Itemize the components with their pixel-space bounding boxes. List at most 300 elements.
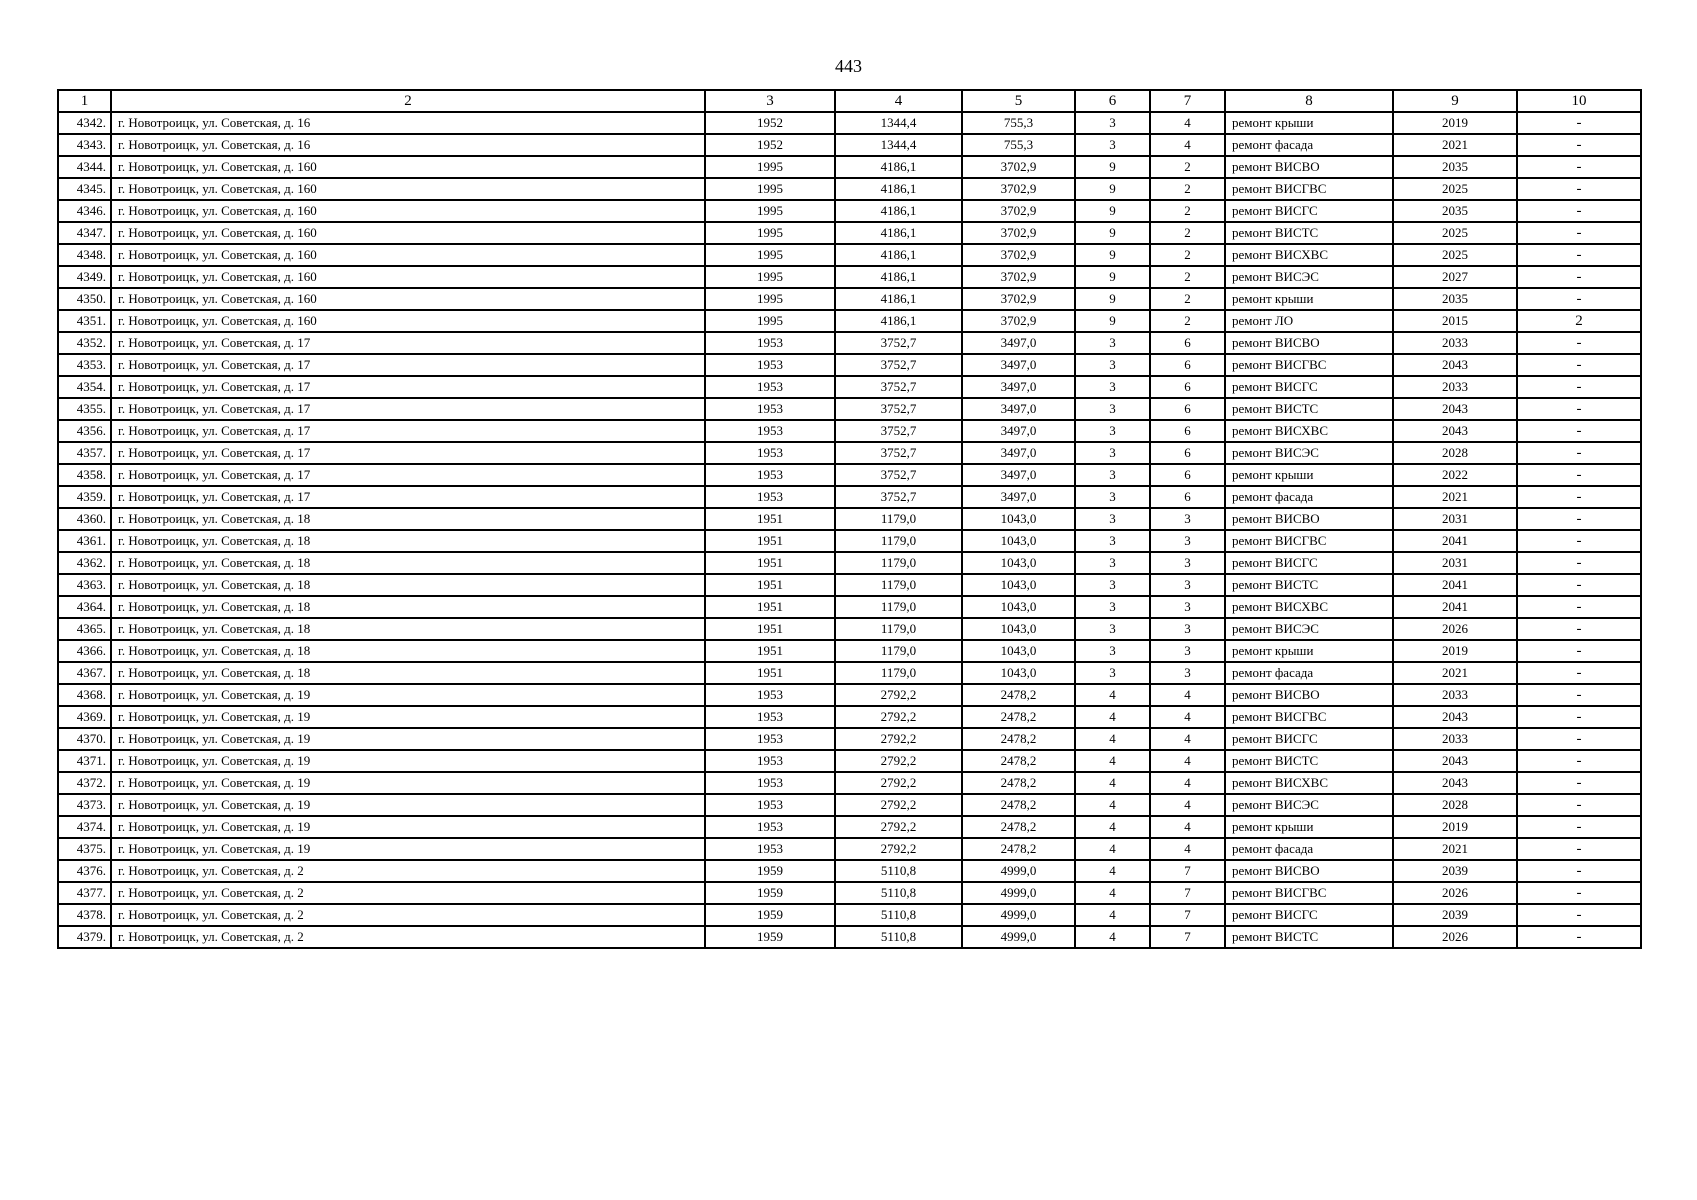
cell-entrances: 3 xyxy=(1150,640,1225,662)
cell-planned-year: 2043 xyxy=(1393,354,1517,376)
cell-entrances: 4 xyxy=(1150,816,1225,838)
cell-value: - xyxy=(1517,882,1641,904)
cell-entrances: 3 xyxy=(1150,574,1225,596)
cell-row-number: 4365. xyxy=(58,618,111,640)
cell-value: - xyxy=(1517,794,1641,816)
cell-value: - xyxy=(1517,684,1641,706)
cell-planned-year: 2041 xyxy=(1393,596,1517,618)
table-row xyxy=(58,684,1641,706)
cell-entrances: 6 xyxy=(1150,398,1225,420)
cell-work-type: ремонт крыши xyxy=(1225,640,1393,662)
cell-living-area: 755,3 xyxy=(962,112,1075,134)
cell-row-number: 4353. xyxy=(58,354,111,376)
cell-year-built: 1953 xyxy=(705,332,835,354)
cell-planned-year: 2026 xyxy=(1393,882,1517,904)
cell-floors: 3 xyxy=(1075,464,1150,486)
cell-work-type: ремонт ВИСВО xyxy=(1225,332,1393,354)
cell-year-built: 1951 xyxy=(705,640,835,662)
cell-year-built: 1995 xyxy=(705,156,835,178)
cell-entrances: 3 xyxy=(1150,596,1225,618)
cell-entrances: 2 xyxy=(1150,178,1225,200)
table-row xyxy=(58,662,1641,684)
cell-total-area: 3752,7 xyxy=(835,464,962,486)
cell-total-area: 2792,2 xyxy=(835,706,962,728)
table-row xyxy=(58,882,1641,904)
cell-living-area: 3702,9 xyxy=(962,222,1075,244)
cell-year-built: 1952 xyxy=(705,134,835,156)
cell-living-area: 3497,0 xyxy=(962,442,1075,464)
cell-value: - xyxy=(1517,420,1641,442)
cell-year-built: 1953 xyxy=(705,838,835,860)
cell-year-built: 1995 xyxy=(705,222,835,244)
cell-year-built: 1951 xyxy=(705,508,835,530)
cell-year-built: 1959 xyxy=(705,882,835,904)
cell-address: г. Новотроицк, ул. Советская, д. 18 xyxy=(111,574,705,596)
cell-row-number: 4354. xyxy=(58,376,111,398)
column-header: 3 xyxy=(705,90,835,112)
cell-value: - xyxy=(1517,398,1641,420)
cell-planned-year: 2021 xyxy=(1393,486,1517,508)
cell-living-area: 1043,0 xyxy=(962,640,1075,662)
cell-planned-year: 2043 xyxy=(1393,706,1517,728)
cell-work-type: ремонт фасада xyxy=(1225,486,1393,508)
cell-work-type: ремонт ВИСГС xyxy=(1225,200,1393,222)
table-row xyxy=(58,926,1641,948)
cell-planned-year: 2019 xyxy=(1393,640,1517,662)
cell-entrances: 6 xyxy=(1150,420,1225,442)
table-row xyxy=(58,288,1641,310)
cell-living-area: 3702,9 xyxy=(962,288,1075,310)
cell-address: г. Новотроицк, ул. Советская, д. 18 xyxy=(111,530,705,552)
cell-work-type: ремонт фасада xyxy=(1225,838,1393,860)
cell-entrances: 4 xyxy=(1150,112,1225,134)
cell-work-type: ремонт ВИСТС xyxy=(1225,574,1393,596)
cell-address: г. Новотроицк, ул. Советская, д. 19 xyxy=(111,706,705,728)
table-row xyxy=(58,112,1641,134)
cell-address: г. Новотроицк, ул. Советская, д. 19 xyxy=(111,838,705,860)
cell-value: - xyxy=(1517,662,1641,684)
cell-year-built: 1953 xyxy=(705,728,835,750)
column-header: 4 xyxy=(835,90,962,112)
cell-total-area: 3752,7 xyxy=(835,354,962,376)
cell-work-type: ремонт ВИСГВС xyxy=(1225,178,1393,200)
cell-row-number: 4369. xyxy=(58,706,111,728)
cell-entrances: 3 xyxy=(1150,552,1225,574)
cell-value: - xyxy=(1517,860,1641,882)
cell-planned-year: 2039 xyxy=(1393,904,1517,926)
table-row xyxy=(58,838,1641,860)
cell-total-area: 1344,4 xyxy=(835,134,962,156)
cell-planned-year: 2043 xyxy=(1393,398,1517,420)
cell-value: - xyxy=(1517,706,1641,728)
table-row xyxy=(58,794,1641,816)
cell-entrances: 3 xyxy=(1150,618,1225,640)
cell-living-area: 3497,0 xyxy=(962,332,1075,354)
cell-value: - xyxy=(1517,904,1641,926)
cell-year-built: 1995 xyxy=(705,288,835,310)
cell-address: г. Новотроицк, ул. Советская, д. 2 xyxy=(111,904,705,926)
cell-row-number: 4367. xyxy=(58,662,111,684)
cell-year-built: 1951 xyxy=(705,574,835,596)
cell-living-area: 3497,0 xyxy=(962,464,1075,486)
cell-total-area: 3752,7 xyxy=(835,332,962,354)
cell-value: - xyxy=(1517,178,1641,200)
cell-row-number: 4362. xyxy=(58,552,111,574)
cell-living-area: 1043,0 xyxy=(962,618,1075,640)
cell-entrances: 7 xyxy=(1150,904,1225,926)
cell-planned-year: 2043 xyxy=(1393,750,1517,772)
cell-planned-year: 2035 xyxy=(1393,156,1517,178)
cell-address: г. Новотроицк, ул. Советская, д. 18 xyxy=(111,596,705,618)
cell-total-area: 5110,8 xyxy=(835,926,962,948)
cell-living-area: 755,3 xyxy=(962,134,1075,156)
cell-planned-year: 2033 xyxy=(1393,376,1517,398)
cell-total-area: 2792,2 xyxy=(835,772,962,794)
cell-row-number: 4370. xyxy=(58,728,111,750)
cell-entrances: 6 xyxy=(1150,486,1225,508)
table-row xyxy=(58,332,1641,354)
cell-year-built: 1953 xyxy=(705,684,835,706)
cell-planned-year: 2021 xyxy=(1393,134,1517,156)
cell-living-area: 3497,0 xyxy=(962,486,1075,508)
cell-value: - xyxy=(1517,354,1641,376)
cell-year-built: 1953 xyxy=(705,442,835,464)
cell-value: - xyxy=(1517,816,1641,838)
cell-total-area: 4186,1 xyxy=(835,244,962,266)
cell-total-area: 2792,2 xyxy=(835,750,962,772)
cell-planned-year: 2031 xyxy=(1393,508,1517,530)
cell-floors: 3 xyxy=(1075,420,1150,442)
cell-entrances: 6 xyxy=(1150,442,1225,464)
cell-planned-year: 2015 xyxy=(1393,310,1517,332)
cell-address: г. Новотроицк, ул. Советская, д. 2 xyxy=(111,882,705,904)
cell-row-number: 4342. xyxy=(58,112,111,134)
cell-entrances: 3 xyxy=(1150,508,1225,530)
cell-total-area: 4186,1 xyxy=(835,266,962,288)
cell-value: - xyxy=(1517,772,1641,794)
cell-floors: 4 xyxy=(1075,728,1150,750)
cell-living-area: 3702,9 xyxy=(962,178,1075,200)
cell-row-number: 4374. xyxy=(58,816,111,838)
cell-total-area: 3752,7 xyxy=(835,442,962,464)
cell-total-area: 4186,1 xyxy=(835,156,962,178)
cell-living-area: 4999,0 xyxy=(962,882,1075,904)
cell-value: - xyxy=(1517,442,1641,464)
cell-value: - xyxy=(1517,640,1641,662)
cell-row-number: 4345. xyxy=(58,178,111,200)
cell-planned-year: 2028 xyxy=(1393,794,1517,816)
cell-row-number: 4357. xyxy=(58,442,111,464)
cell-work-type: ремонт ВИСЭС xyxy=(1225,618,1393,640)
cell-floors: 3 xyxy=(1075,552,1150,574)
cell-year-built: 1959 xyxy=(705,904,835,926)
cell-entrances: 4 xyxy=(1150,794,1225,816)
cell-address: г. Новотроицк, ул. Советская, д. 18 xyxy=(111,552,705,574)
cell-work-type: ремонт ВИСТС xyxy=(1225,398,1393,420)
cell-value: - xyxy=(1517,552,1641,574)
cell-row-number: 4366. xyxy=(58,640,111,662)
cell-living-area: 2478,2 xyxy=(962,838,1075,860)
cell-entrances: 2 xyxy=(1150,310,1225,332)
cell-floors: 4 xyxy=(1075,706,1150,728)
cell-living-area: 1043,0 xyxy=(962,662,1075,684)
cell-entrances: 2 xyxy=(1150,244,1225,266)
cell-row-number: 4377. xyxy=(58,882,111,904)
cell-address: г. Новотроицк, ул. Советская, д. 16 xyxy=(111,134,705,156)
cell-total-area: 4186,1 xyxy=(835,222,962,244)
table-row xyxy=(58,420,1641,442)
cell-planned-year: 2028 xyxy=(1393,442,1517,464)
cell-row-number: 4350. xyxy=(58,288,111,310)
cell-year-built: 1995 xyxy=(705,200,835,222)
cell-floors: 9 xyxy=(1075,222,1150,244)
cell-address: г. Новотроицк, ул. Советская, д. 160 xyxy=(111,288,705,310)
table-row xyxy=(58,464,1641,486)
cell-entrances: 2 xyxy=(1150,266,1225,288)
table-row xyxy=(58,904,1641,926)
cell-address: г. Новотроицк, ул. Советская, д. 19 xyxy=(111,750,705,772)
cell-planned-year: 2026 xyxy=(1393,926,1517,948)
cell-address: г. Новотроицк, ул. Советская, д. 17 xyxy=(111,464,705,486)
cell-address: г. Новотроицк, ул. Советская, д. 18 xyxy=(111,640,705,662)
cell-value: - xyxy=(1517,486,1641,508)
cell-living-area: 2478,2 xyxy=(962,772,1075,794)
cell-floors: 3 xyxy=(1075,596,1150,618)
cell-row-number: 4361. xyxy=(58,530,111,552)
cell-value: - xyxy=(1517,596,1641,618)
cell-row-number: 4364. xyxy=(58,596,111,618)
cell-floors: 4 xyxy=(1075,926,1150,948)
cell-living-area: 1043,0 xyxy=(962,530,1075,552)
cell-floors: 3 xyxy=(1075,332,1150,354)
table-row xyxy=(58,376,1641,398)
cell-total-area: 2792,2 xyxy=(835,838,962,860)
cell-year-built: 1953 xyxy=(705,376,835,398)
cell-living-area: 2478,2 xyxy=(962,728,1075,750)
cell-work-type: ремонт ВИСГВС xyxy=(1225,530,1393,552)
cell-work-type: ремонт ВИСГВС xyxy=(1225,882,1393,904)
cell-planned-year: 2021 xyxy=(1393,662,1517,684)
cell-living-area: 2478,2 xyxy=(962,750,1075,772)
cell-value: - xyxy=(1517,332,1641,354)
cell-row-number: 4359. xyxy=(58,486,111,508)
cell-total-area: 5110,8 xyxy=(835,904,962,926)
cell-floors: 4 xyxy=(1075,816,1150,838)
table-row xyxy=(58,442,1641,464)
cell-value: - xyxy=(1517,618,1641,640)
table-row xyxy=(58,486,1641,508)
cell-value: - xyxy=(1517,200,1641,222)
cell-year-built: 1951 xyxy=(705,618,835,640)
cell-work-type: ремонт ВИСХВС xyxy=(1225,596,1393,618)
cell-total-area: 1179,0 xyxy=(835,662,962,684)
cell-value: - xyxy=(1517,244,1641,266)
cell-work-type: ремонт ВИСГС xyxy=(1225,728,1393,750)
cell-entrances: 7 xyxy=(1150,882,1225,904)
cell-row-number: 4376. xyxy=(58,860,111,882)
cell-entrances: 2 xyxy=(1150,156,1225,178)
table-row xyxy=(58,728,1641,750)
table-row xyxy=(58,596,1641,618)
cell-address: г. Новотроицк, ул. Советская, д. 160 xyxy=(111,156,705,178)
cell-address: г. Новотроицк, ул. Советская, д. 17 xyxy=(111,354,705,376)
cell-row-number: 4372. xyxy=(58,772,111,794)
cell-work-type: ремонт ВИСГС xyxy=(1225,552,1393,574)
cell-year-built: 1959 xyxy=(705,926,835,948)
cell-work-type: ремонт ВИСГС xyxy=(1225,376,1393,398)
cell-entrances: 4 xyxy=(1150,750,1225,772)
cell-entrances: 6 xyxy=(1150,464,1225,486)
cell-entrances: 4 xyxy=(1150,706,1225,728)
cell-total-area: 4186,1 xyxy=(835,200,962,222)
cell-value: - xyxy=(1517,574,1641,596)
cell-total-area: 1344,4 xyxy=(835,112,962,134)
cell-entrances: 4 xyxy=(1150,728,1225,750)
cell-planned-year: 2035 xyxy=(1393,288,1517,310)
cell-year-built: 1953 xyxy=(705,816,835,838)
table-row xyxy=(58,772,1641,794)
cell-planned-year: 2019 xyxy=(1393,816,1517,838)
cell-work-type: ремонт крыши xyxy=(1225,464,1393,486)
cell-entrances: 2 xyxy=(1150,288,1225,310)
cell-entrances: 4 xyxy=(1150,134,1225,156)
header-row xyxy=(58,90,1641,112)
cell-total-area: 2792,2 xyxy=(835,728,962,750)
cell-living-area: 3702,9 xyxy=(962,200,1075,222)
cell-row-number: 4348. xyxy=(58,244,111,266)
cell-year-built: 1995 xyxy=(705,244,835,266)
cell-value: 2 xyxy=(1517,310,1641,332)
cell-row-number: 4378. xyxy=(58,904,111,926)
column-header: 2 xyxy=(111,90,705,112)
cell-work-type: ремонт ВИСТС xyxy=(1225,926,1393,948)
cell-row-number: 4379. xyxy=(58,926,111,948)
column-header: 10 xyxy=(1517,90,1641,112)
cell-work-type: ремонт ВИСГС xyxy=(1225,904,1393,926)
cell-total-area: 1179,0 xyxy=(835,508,962,530)
cell-address: г. Новотроицк, ул. Советская, д. 2 xyxy=(111,860,705,882)
cell-planned-year: 2026 xyxy=(1393,618,1517,640)
cell-address: г. Новотроицк, ул. Советская, д. 17 xyxy=(111,332,705,354)
cell-row-number: 4363. xyxy=(58,574,111,596)
cell-floors: 3 xyxy=(1075,112,1150,134)
table-row xyxy=(58,750,1641,772)
cell-work-type: ремонт ВИСХВС xyxy=(1225,244,1393,266)
cell-work-type: ремонт крыши xyxy=(1225,816,1393,838)
cell-row-number: 4368. xyxy=(58,684,111,706)
cell-work-type: ремонт ВИСВО xyxy=(1225,684,1393,706)
cell-living-area: 1043,0 xyxy=(962,508,1075,530)
table-row xyxy=(58,640,1641,662)
cell-year-built: 1952 xyxy=(705,112,835,134)
table-row xyxy=(58,200,1641,222)
cell-planned-year: 2039 xyxy=(1393,860,1517,882)
cell-value: - xyxy=(1517,222,1641,244)
cell-work-type: ремонт ВИСТС xyxy=(1225,222,1393,244)
cell-work-type: ремонт ВИСТС xyxy=(1225,750,1393,772)
cell-value: - xyxy=(1517,112,1641,134)
cell-floors: 4 xyxy=(1075,904,1150,926)
cell-floors: 9 xyxy=(1075,156,1150,178)
cell-floors: 9 xyxy=(1075,288,1150,310)
cell-living-area: 3702,9 xyxy=(962,156,1075,178)
cell-total-area: 5110,8 xyxy=(835,860,962,882)
cell-total-area: 3752,7 xyxy=(835,420,962,442)
table-row xyxy=(58,244,1641,266)
cell-entrances: 6 xyxy=(1150,332,1225,354)
cell-planned-year: 2025 xyxy=(1393,222,1517,244)
cell-planned-year: 2031 xyxy=(1393,552,1517,574)
cell-total-area: 1179,0 xyxy=(835,618,962,640)
cell-address: г. Новотроицк, ул. Советская, д. 19 xyxy=(111,794,705,816)
cell-living-area: 1043,0 xyxy=(962,574,1075,596)
table-row xyxy=(58,354,1641,376)
cell-year-built: 1953 xyxy=(705,772,835,794)
cell-entrances: 6 xyxy=(1150,376,1225,398)
cell-work-type: ремонт ВИСЭС xyxy=(1225,794,1393,816)
cell-planned-year: 2043 xyxy=(1393,772,1517,794)
cell-living-area: 4999,0 xyxy=(962,904,1075,926)
cell-value: - xyxy=(1517,728,1641,750)
cell-total-area: 1179,0 xyxy=(835,574,962,596)
cell-row-number: 4346. xyxy=(58,200,111,222)
column-header: 1 xyxy=(58,90,111,112)
cell-floors: 9 xyxy=(1075,178,1150,200)
table-row xyxy=(58,310,1641,332)
cell-row-number: 4373. xyxy=(58,794,111,816)
cell-floors: 9 xyxy=(1075,200,1150,222)
cell-floors: 9 xyxy=(1075,310,1150,332)
cell-value: - xyxy=(1517,838,1641,860)
cell-living-area: 2478,2 xyxy=(962,706,1075,728)
cell-floors: 3 xyxy=(1075,640,1150,662)
cell-year-built: 1995 xyxy=(705,178,835,200)
table-row xyxy=(58,134,1641,156)
cell-year-built: 1953 xyxy=(705,398,835,420)
cell-planned-year: 2021 xyxy=(1393,838,1517,860)
cell-planned-year: 2035 xyxy=(1393,200,1517,222)
table-row xyxy=(58,178,1641,200)
cell-floors: 4 xyxy=(1075,860,1150,882)
cell-planned-year: 2022 xyxy=(1393,464,1517,486)
cell-living-area: 3497,0 xyxy=(962,354,1075,376)
cell-year-built: 1995 xyxy=(705,310,835,332)
cell-planned-year: 2033 xyxy=(1393,332,1517,354)
cell-row-number: 4355. xyxy=(58,398,111,420)
cell-year-built: 1953 xyxy=(705,706,835,728)
cell-living-area: 2478,2 xyxy=(962,816,1075,838)
cell-floors: 4 xyxy=(1075,772,1150,794)
cell-total-area: 3752,7 xyxy=(835,376,962,398)
cell-living-area: 3702,9 xyxy=(962,244,1075,266)
cell-year-built: 1951 xyxy=(705,596,835,618)
cell-year-built: 1953 xyxy=(705,464,835,486)
cell-address: г. Новотроицк, ул. Советская, д. 17 xyxy=(111,486,705,508)
cell-living-area: 3702,9 xyxy=(962,266,1075,288)
cell-floors: 3 xyxy=(1075,508,1150,530)
cell-floors: 3 xyxy=(1075,134,1150,156)
cell-planned-year: 2019 xyxy=(1393,112,1517,134)
cell-total-area: 4186,1 xyxy=(835,288,962,310)
cell-address: г. Новотроицк, ул. Советская, д. 16 xyxy=(111,112,705,134)
cell-address: г. Новотроицк, ул. Советская, д. 17 xyxy=(111,442,705,464)
cell-total-area: 3752,7 xyxy=(835,486,962,508)
cell-value: - xyxy=(1517,288,1641,310)
cell-year-built: 1953 xyxy=(705,420,835,442)
cell-row-number: 4349. xyxy=(58,266,111,288)
table-row xyxy=(58,574,1641,596)
cell-planned-year: 2041 xyxy=(1393,574,1517,596)
